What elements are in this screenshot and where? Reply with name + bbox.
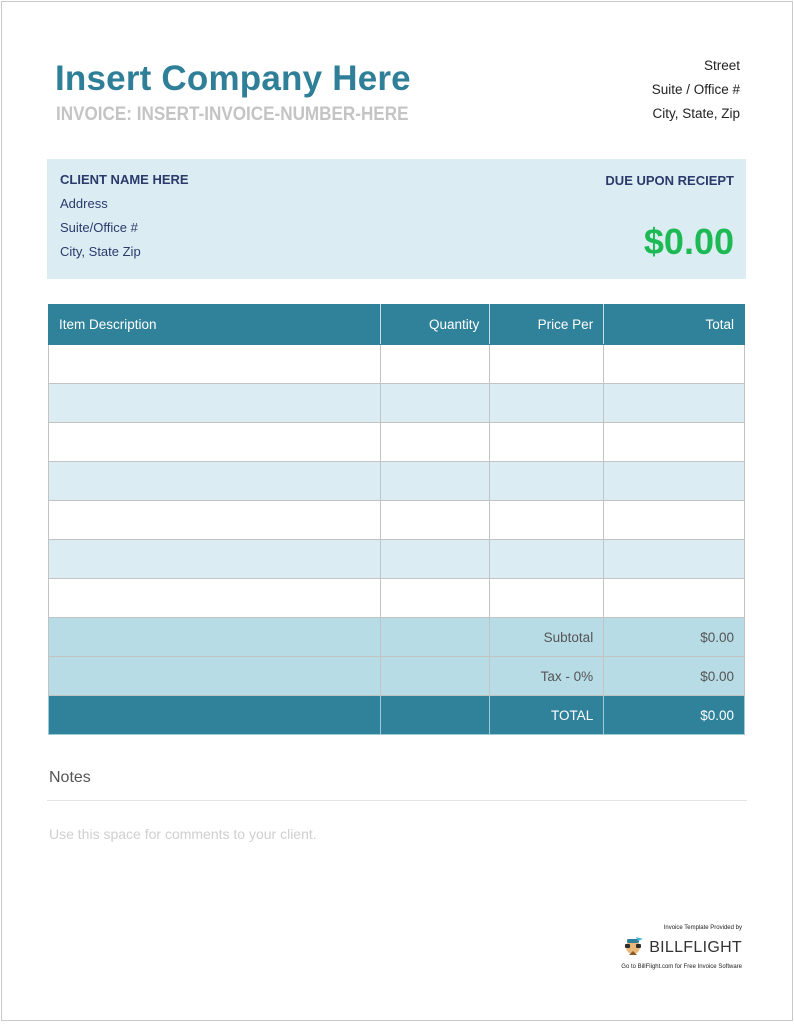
due-terms: DUE UPON RECIEPT (605, 173, 734, 188)
cell-quantity[interactable] (381, 540, 490, 579)
subtotal-value: $0.00 (604, 618, 745, 657)
company-suite: Suite / Office # (651, 82, 740, 97)
cell-price[interactable] (490, 462, 604, 501)
cell-total[interactable] (604, 501, 745, 540)
header-total: Total (604, 305, 745, 345)
cell-price[interactable] (490, 540, 604, 579)
client-info-panel (47, 159, 746, 279)
header-item-description: Item Description (49, 305, 381, 345)
cell-price[interactable] (490, 579, 604, 618)
cell-description[interactable] (49, 540, 381, 579)
total-row (49, 696, 745, 735)
client-name: CLIENT NAME HERE (60, 172, 189, 187)
notes-divider (47, 800, 747, 801)
table-row (49, 462, 745, 501)
company-street: Street (703, 58, 740, 73)
cell-price[interactable] (490, 501, 604, 540)
table-row (49, 345, 745, 384)
invoice-number: INVOICE: INSERT-INVOICE-NUMBER-HERE (56, 104, 409, 125)
cell-quantity[interactable] (381, 501, 490, 540)
cell-quantity[interactable] (381, 462, 490, 501)
cell-total[interactable] (604, 345, 745, 384)
cell-total[interactable] (604, 423, 745, 462)
billflight-brand[interactable] (621, 935, 742, 961)
cell-quantity[interactable] (381, 384, 490, 423)
invoice-page (1, 1, 793, 1021)
client-suite: Suite/Office # (60, 220, 138, 235)
footer-branding (621, 924, 742, 971)
cell-quantity[interactable] (381, 345, 490, 384)
cell-description[interactable] (49, 345, 381, 384)
table-row (49, 384, 745, 423)
cell-description[interactable] (49, 501, 381, 540)
total-empty-cell (381, 696, 490, 735)
subtotal-label: Subtotal (490, 618, 604, 657)
cell-total[interactable] (604, 579, 745, 618)
provided-by-text: Invoice Template Provided by (663, 925, 742, 931)
company-city: City, State, Zip (652, 106, 740, 121)
subtotal-row (49, 618, 745, 657)
client-city: City, State Zip (60, 244, 141, 259)
subtotal-empty-cell (49, 618, 381, 657)
client-address: Address (60, 196, 108, 211)
tax-empty-cell (381, 657, 490, 696)
brand-name: BILLFLIGHT (649, 939, 742, 956)
tax-label: Tax - 0% (490, 657, 604, 696)
billflight-mascot-icon (621, 934, 645, 963)
total-label: TOTAL (490, 696, 604, 735)
table-row (49, 501, 745, 540)
client-block (60, 173, 189, 269)
cell-total[interactable] (604, 462, 745, 501)
header-price-per: Price Per (490, 305, 604, 345)
amount-due: $0.00 (643, 221, 734, 262)
cell-total[interactable] (604, 384, 745, 423)
cell-price[interactable] (490, 345, 604, 384)
table-row (49, 540, 745, 579)
line-items-table (48, 304, 745, 735)
company-address (652, 58, 740, 130)
cell-price[interactable] (490, 423, 604, 462)
subtotal-empty-cell (381, 618, 490, 657)
total-value: $0.00 (604, 696, 745, 735)
table-header-row (49, 305, 745, 345)
cell-total[interactable] (604, 540, 745, 579)
tax-row (49, 657, 745, 696)
cell-description[interactable] (49, 384, 381, 423)
cell-quantity[interactable] (381, 579, 490, 618)
tax-empty-cell (49, 657, 381, 696)
cell-description[interactable] (49, 423, 381, 462)
table-row (49, 423, 745, 462)
company-name: Insert Company Here (55, 59, 411, 98)
tax-value: $0.00 (604, 657, 745, 696)
notes-field[interactable]: Use this space for comments to your client. (49, 826, 317, 842)
notes-heading: Notes (49, 769, 91, 786)
cell-description[interactable] (49, 462, 381, 501)
total-empty-cell (49, 696, 381, 735)
header-quantity: Quantity (381, 305, 490, 345)
cell-quantity[interactable] (381, 423, 490, 462)
cell-price[interactable] (490, 384, 604, 423)
cell-description[interactable] (49, 579, 381, 618)
footer-cta[interactable]: Go to BillFlight.com for Free Invoice Software (621, 964, 742, 970)
table-row (49, 579, 745, 618)
